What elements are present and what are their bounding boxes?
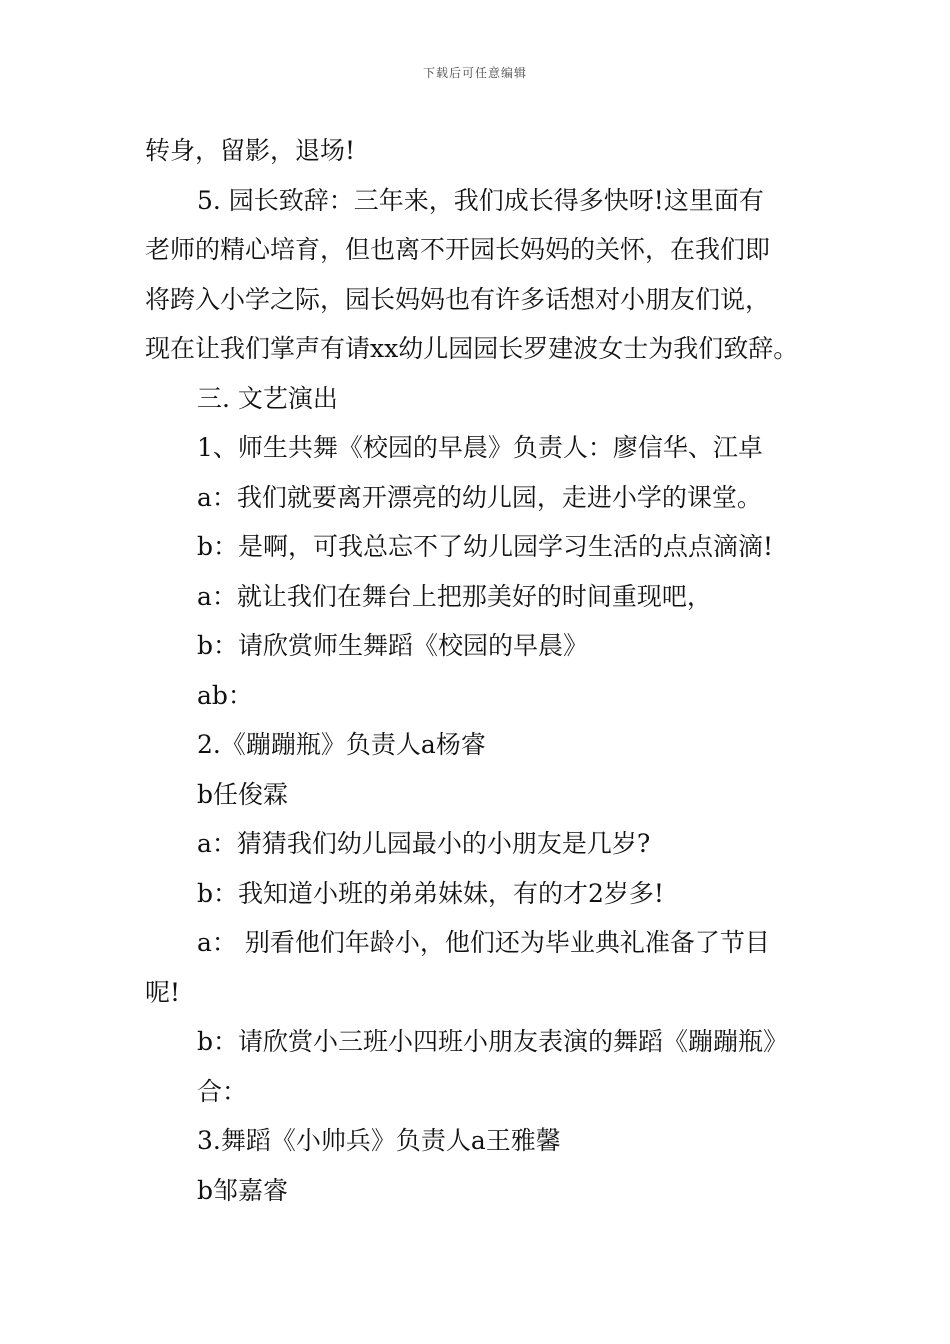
text-line: a：猜猜我们幼儿园最小的小朋友是几岁? (197, 829, 651, 858)
text-line: 呢! (145, 977, 181, 1007)
text-line: b：我知道小班的弟弟妹妹，有的才2岁多! (197, 878, 664, 908)
text-line: 老师的精心培育，但也离不开园长妈妈的关怀，在我们即 (145, 235, 771, 264)
text-line: 将跨入小学之际，园长妈妈也有许多话想对小朋友们说， (145, 284, 771, 314)
section-heading: 三. 文艺演出 (197, 383, 338, 413)
page-header: 下载后可任意编辑 (422, 66, 527, 80)
text-line: 5. 园长致辞：三年来，我们成长得多快呀!这里面有 (197, 185, 764, 215)
text-line: b：请欣赏小三班小四班小朋友表演的舞蹈《蹦蹦瓶》 (197, 1027, 789, 1056)
text-line: 转身，留影，退场! (145, 136, 356, 165)
text-line: 2.《蹦蹦瓶》负责人a杨睿 (197, 730, 486, 759)
text-line: 3.舞蹈《小帅兵》负责人a王雅馨 (197, 1126, 561, 1155)
text-line: ab： (197, 680, 253, 710)
text-line: a：就让我们在舞台上把那美好的时间重现吧， (197, 581, 712, 611)
text-line: b任俊霖 (197, 779, 289, 809)
text-line: b：请欣赏师生舞蹈《校园的早晨》 (197, 631, 589, 660)
text-line: b：是啊，可我总忘不了幼儿园学习生活的点点滴滴! (197, 532, 774, 561)
document-body (145, 126, 810, 1215)
text-line: a：我们就要离开漂亮的幼儿园，走进小学的课堂。 (197, 482, 762, 512)
text-line: a： 别看他们年龄小，他们还为毕业典礼准备了节目 (197, 928, 770, 957)
text-line: b邹嘉睿 (197, 1175, 289, 1205)
text-line: 合： (197, 1076, 248, 1106)
text-line: 1、师生共舞《校园的早晨》负责人：廖信华、江卓 (197, 433, 763, 462)
text-line: 现在让我们掌声有请xx幼儿园园长罗建波女士为我们致辞。 (145, 334, 799, 363)
